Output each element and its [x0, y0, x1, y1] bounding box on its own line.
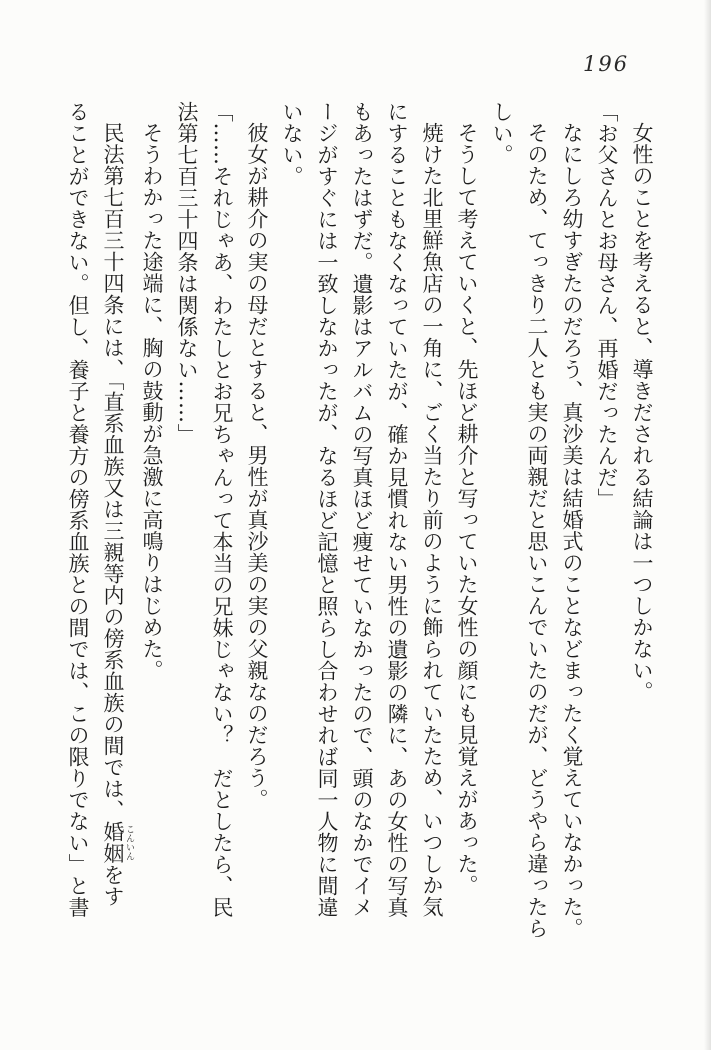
text-column: そうわかった途端に、胸の鼓動が急激に高鳴りはじめた。 — [140, 122, 164, 681]
ruby-annotation — [101, 821, 134, 864]
text-column: にすることもなくなっていたが、確か見慣れない男性の遺影の隣に、あの女性の写真 — [385, 101, 409, 918]
text-column: 「……それじゃあ、わたしとお兄ちゃんって本当の兄妹じゃない？ だとしたら、民 — [210, 101, 234, 918]
text-column — [95, 101, 134, 949]
text-column: ることができない。但し、養子と養方の傍系血族との間では、この限りでない」と書 — [66, 101, 90, 918]
text-column: ージがすぐには一致しなかったが、なるほど記憶と照らし合わせれば同一人物に間違 — [315, 101, 339, 918]
text-segment: をす — [101, 864, 125, 907]
ruby-base: 婚姻 — [101, 821, 125, 864]
text-block — [55, 101, 659, 949]
text-column: なにしろ幼すぎたのだろう、真沙美は結婚式のことなどまったく覚えていなかった。 — [560, 122, 584, 939]
page-number: 196 — [583, 52, 630, 76]
text-segment: 民法第七百三十四条には、「直系血族又は三親等内の傍系血族の間では、 — [101, 122, 125, 821]
text-column: そうして考えていくと、先ほど耕介と写っていた女性の顔にも見覚えがあった。 — [455, 122, 479, 896]
ruby-text: こんいん — [124, 821, 134, 864]
text-column: いない。 — [280, 101, 304, 187]
page-edge-shadow — [704, 0, 711, 1050]
text-column: そのため、てっきり二人とも実の両親だと思いこんでいたのだが、どうやら違ったら — [525, 122, 549, 939]
text-column: 法第七百三十四条は関係ない……」 — [175, 101, 199, 445]
text-column: 彼女が耕介の実の母だとすると、男性が真沙美の実の父親なのだろう。 — [245, 122, 269, 810]
text-column: 焼けた北里鮮魚店の一角に、ごく当たり前のように飾られていたため、いつしか気 — [420, 122, 444, 918]
text-column: 女性のことを考えると、導きだされる結論は一つしかない。 — [630, 122, 654, 703]
text-column: もあったはずだ。遺影はアルバムの写真ほど痩せていなかったので、頭のなかでイメ — [350, 101, 374, 918]
text-column: しい。 — [490, 101, 514, 166]
text-column: 「お父さんとお母さん、再婚だったんだ」 — [595, 101, 619, 510]
